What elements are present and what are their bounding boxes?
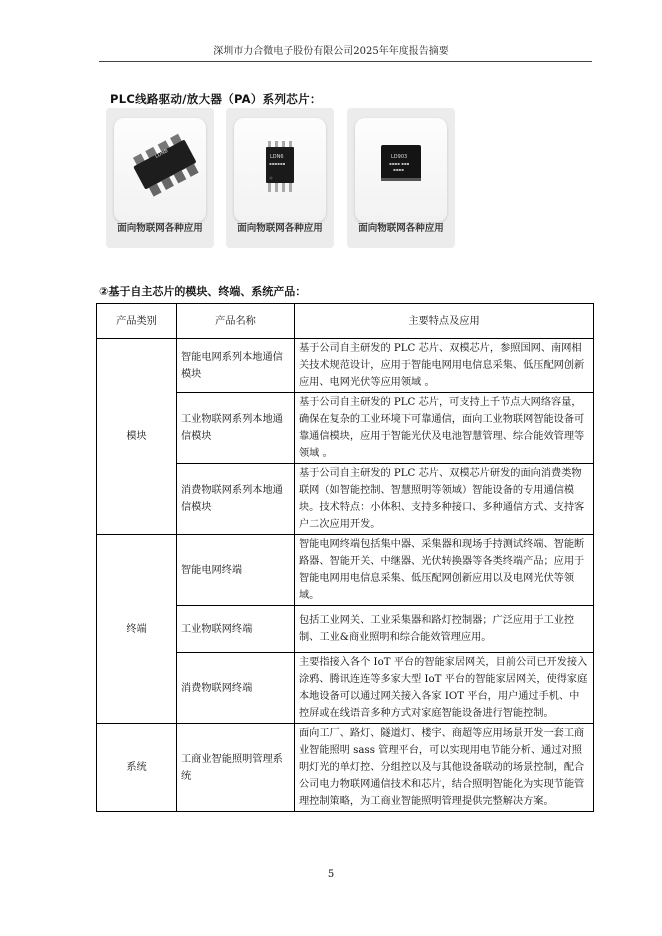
products-table (96, 303, 594, 812)
chip-image-1 (106, 108, 214, 220)
header-name: 产品名称 (177, 304, 295, 339)
product-desc-cell: 基于公司自主研发的 PLC 芯片，可支持上千节点大网络容量，确保在复杂的工业环境下可靠通信，面向工业物联网智能设备可靠通信模块，应用于智能光伏及电池智慧管理、综合能效管理等领域 。 (295, 393, 594, 464)
chip-marking-2-line2: ▪▪▪▪▪▪ (269, 161, 286, 166)
chip-caption-2: 面向物联网各种应用 (237, 223, 323, 234)
product-name-cell: 智能电网系列本地通信模块 (177, 339, 295, 393)
chip-marking-3-line2: ▪▪▪▪ ▪▪▪ (389, 161, 410, 166)
product-name-cell: 智能电网终端 (177, 535, 295, 606)
header-divider (99, 61, 592, 62)
chip-caption-3: 面向物联网各种应用 (358, 223, 444, 234)
product-name-cell: 工商业智能照明管理系统 (177, 724, 295, 812)
chip-card-3 (347, 108, 455, 248)
product-desc-cell: 智能电网终端包括集中器、采集器和现场手持测试终端、智能断路器、智能开关、中继器、光伏转换器等各类终端产品；应用于智能电网用电信息采集、低压配网创新应用以及电网光伏等领域。 (295, 535, 594, 606)
table-row (97, 535, 594, 606)
product-name-cell: 消费物联网系列本地通信模块 (177, 464, 295, 535)
product-desc-cell: 包括工业网关、工业采集器和路灯控制器；广泛应用于工业控制、工业&商业照明和综合能效管理应用。 (295, 606, 594, 653)
chip-caption-1: 面向物联网各种应用 (117, 223, 203, 234)
product-desc-cell: 基于公司自主研发的 PLC 芯片、双模芯片，参照国网、南网相关技术规范设计，应用于智能电网用电信息采集、低压配网创新应用、电网光伏等应用领域 。 (295, 339, 594, 393)
chip-marking-3: LD903 (391, 154, 408, 160)
products-section-title: ②基于自主芯片的模块、终端、系统产品： (99, 285, 307, 298)
product-desc-cell: 面向工厂、路灯、隧道灯、楼宇、商超等应用场景开发一套工商业智能照明 sass 管理平台，可以实现用电节能分析、通过对照明灯光的单灯控、分组控以及与其他设备联动的场景控制，配合公司电力物联网通信技术和芯片，结合照明智能化为实现节能管理控制策略，为工商业智能照明管理提供完整解决方案。 (295, 724, 594, 812)
category-cell-system: 系统 (97, 724, 177, 812)
product-name-cell: 消费物联网终端 (177, 653, 295, 724)
header-category: 产品类别 (97, 304, 177, 339)
chip-card-2 (226, 108, 334, 248)
chip-marking-3-line3: ▪▪▪▪ (393, 167, 404, 172)
chip-marking-2: LDN6 (270, 154, 284, 160)
product-name-cell: 工业物联网系列本地通信模块 (177, 393, 295, 464)
chip-marking-1: LDNB (154, 147, 170, 160)
category-cell-terminal: 终端 (97, 535, 177, 724)
table-row (97, 724, 594, 812)
chip-image-2 (226, 108, 334, 220)
table-row (97, 339, 594, 393)
product-desc-cell: 主要指接入各个 IoT 平台的智能家居网关，目前公司已开发接入涂鸦、腾讯连连等多家大型 IoT 平台的智能家居网关，使得家庭本地设备可以通过网关接入各家 IOT 平台，用户通过手机、中控屏或在线语音多种方式对家庭智能设备进行智能控制。 (295, 653, 594, 724)
product-name-cell: 工业物联网终端 (177, 606, 295, 653)
chip-image-3 (347, 108, 455, 220)
category-cell-module: 模块 (97, 339, 177, 535)
page-number: 5 (327, 869, 335, 880)
plc-section-title: PLC线路驱动/放大器（PA）系列芯片： (110, 92, 322, 106)
product-desc-cell: 基于公司自主研发的 PLC 芯片、双模芯片研发的面向消费类物联网（如智能控制、智慧照明等领域）智能设备的专用通信模块。技术特点：小体积、支持多种接口、多种通信方式、支持客户二次应用开发。 (295, 464, 594, 535)
page-header: 深圳市力合微电子股份有限公司2025年年度报告摘要 (213, 46, 449, 57)
header-features: 主要特点及应用 (295, 304, 594, 339)
table-header-row (97, 304, 594, 339)
chip-card-1 (106, 108, 214, 248)
